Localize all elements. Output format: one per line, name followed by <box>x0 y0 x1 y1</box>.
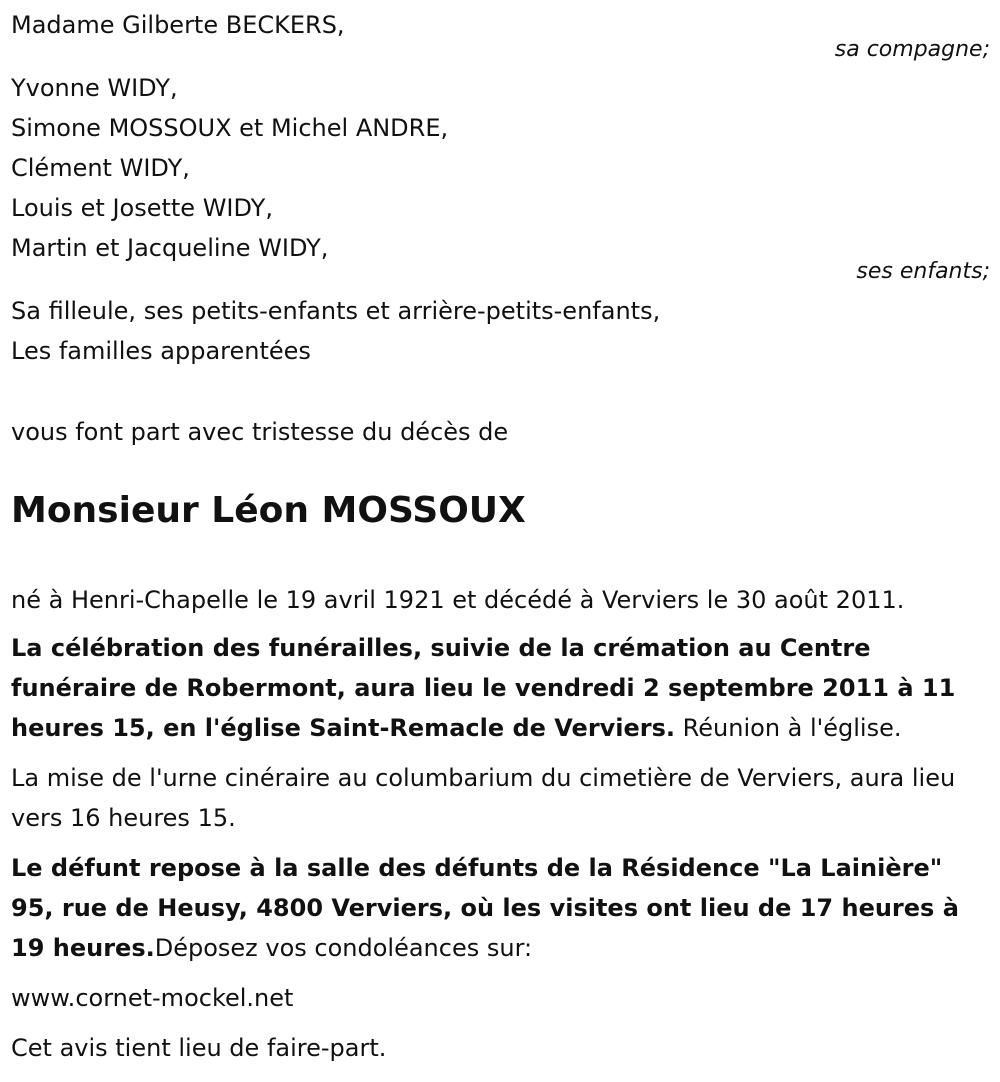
rest-details: Le défunt repose à la salle des défunts de la Résidence "La Lainière" 95, rue de Heusy, 4800 Verviers, où les visites ont lieu de 17 heures à 19 heures. <box>11 854 959 962</box>
announcement-text: vous font part avec tristesse du décès de <box>11 418 509 446</box>
companion-role: sa compagne; <box>834 37 990 62</box>
companion-name: Madame Gilberte BECKERS, <box>11 11 345 39</box>
relatives-line: Les familles apparentées <box>11 337 311 365</box>
ceremony-paragraph <box>11 628 986 748</box>
child-line: Martin et Jacqueline WIDY, <box>11 234 329 262</box>
urn-paragraph: La mise de l'urne cinéraire au columbarium du cimetière de Verviers, aura lieu vers 16 heures 15. <box>11 764 956 832</box>
children-role: ses enfants; <box>856 259 990 284</box>
child-line: Yvonne WIDY, <box>11 74 178 102</box>
ceremony-details: La célébration des funérailles, suivie de la crémation au Centre funéraire de Robermont, aura lieu le vendredi 2 septembre 2011 à 11 heures 15, en l'église Saint-Remacle de Verviers. <box>11 634 956 742</box>
child-line: Simone MOSSOUX et Michel ANDRE, <box>11 114 449 142</box>
rest-paragraph <box>11 848 986 968</box>
child-line: Clément WIDY, <box>11 154 190 182</box>
relatives-line: Sa filleule, ses petits-enfants et arrière-petits-enfants, <box>11 297 661 325</box>
birth-death-text: né à Henri-Chapelle le 19 avril 1921 et décédé à Verviers le 30 août 2011. <box>11 586 905 614</box>
ceremony-note: Réunion à l'église. <box>675 714 902 742</box>
website-link[interactable]: www.cornet-mockel.net <box>11 984 294 1012</box>
closing-text: Cet avis tient lieu de faire-part. <box>11 1034 387 1062</box>
child-line: Louis et Josette WIDY, <box>11 194 273 222</box>
deceased-name: Monsieur Léon MOSSOUX <box>11 490 526 531</box>
condolences-text: Déposez vos condoléances sur: <box>154 934 533 962</box>
